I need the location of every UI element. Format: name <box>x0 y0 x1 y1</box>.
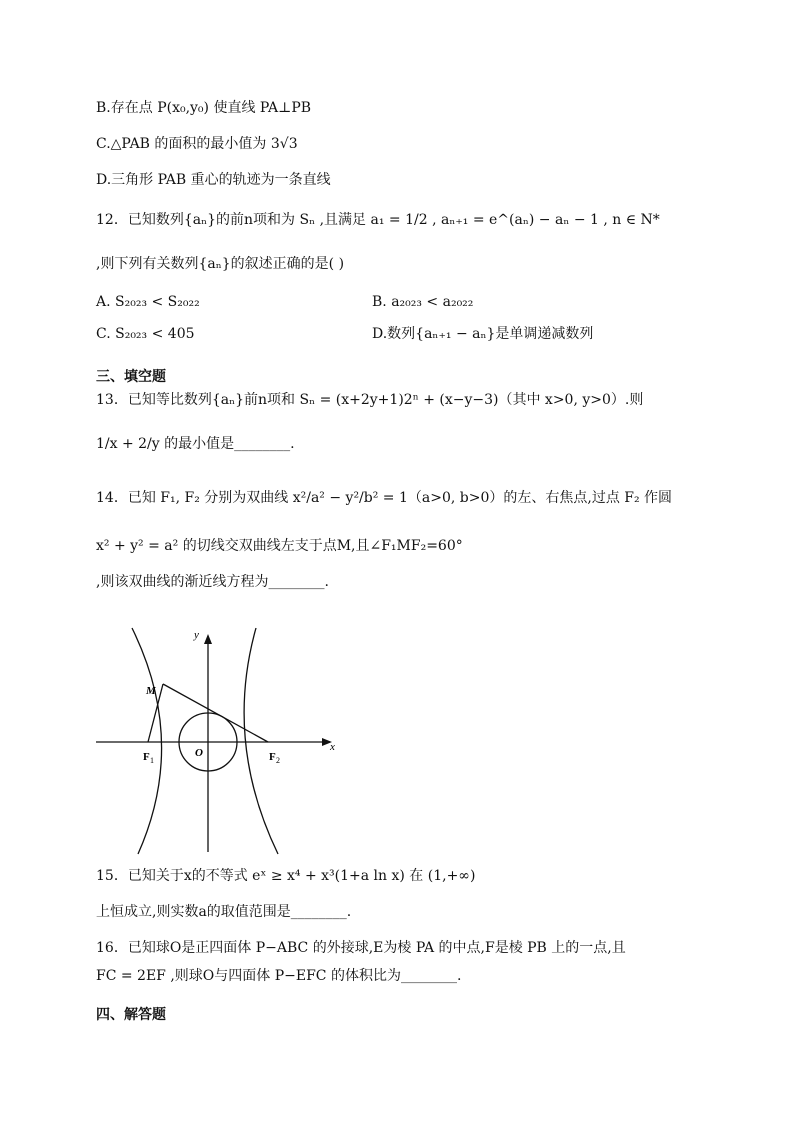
hyperbola-right-branch <box>244 628 278 854</box>
question-15-stem: 15．已知关于x的不等式 eˣ ≥ x⁴ + x³(1+a ln x) 在 (1,+∞) <box>96 868 476 884</box>
question-12-option-b: B. a₂₀₂₃ < a₂₀₂₂ <box>372 294 474 310</box>
label-x: x <box>330 741 335 753</box>
label-F1-sub: 1 <box>150 756 154 765</box>
question-12-stem: 12．已知数列{aₙ}的前n项和为 Sₙ ,且满足 a₁ = 1/2 , aₙ₊₁ = e^(aₙ) − aₙ − 1 , n ∈ N* <box>96 212 660 228</box>
label-F2: F <box>269 751 276 763</box>
question-14-condition: x² + y² = a² 的切线交双曲线左支于点M,且∠F₁MF₂=60° <box>96 538 463 554</box>
hyperbola-figure <box>92 622 352 858</box>
question-15-prompt: 上恒成立,则实数a的取值范围是________. <box>96 904 352 920</box>
question-14-prompt: ,则该双曲线的渐近线方程为________. <box>96 574 329 590</box>
question-16-stem: 16．已知球O是正四面体 P−ABC 的外接球,E为棱 PA 的中点,F是棱 PB 上的一点,且 <box>96 940 626 956</box>
segment-MF2 <box>163 684 268 742</box>
label-M: M <box>146 685 156 697</box>
label-F1: F <box>143 751 150 763</box>
label-y: y <box>194 629 199 641</box>
y-axis-arrow <box>204 634 212 644</box>
question-12-option-c: C. S₂₀₂₃ < 405 <box>96 326 195 342</box>
question-14-stem: 14．已知 F₁, F₂ 分别为双曲线 x²/a² − y²/b² = 1（a>0, b>0）的左、右焦点,过点 F₂ 作圆 <box>96 490 673 506</box>
section-answer-heading: 四、解答题 <box>96 1007 166 1023</box>
option-b-prev: B.存在点 P(x₀,y₀) 使直线 PA⊥PB <box>96 100 312 116</box>
question-13-stem: 13．已知等比数列{aₙ}前n项和 Sₙ = (x+2y+1)2ⁿ + (x−y−3)（其中 x>0, y>0）.则 <box>96 392 644 408</box>
label-O: O <box>195 747 203 759</box>
option-c-prev: C.△PAB 的面积的最小值为 3√3 <box>96 136 298 152</box>
question-13-prompt: 1/x + 2/y 的最小值是________. <box>96 436 295 452</box>
question-16-prompt: FC = 2EF ,则球O与四面体 P−EFC 的体积比为________. <box>96 968 462 984</box>
question-12-option-a: A. S₂₀₂₃ < S₂₀₂₂ <box>96 294 200 310</box>
hyperbola-left-branch <box>132 628 162 854</box>
question-12-prompt: ,则下列有关数列{aₙ}的叙述正确的是( ) <box>96 256 345 272</box>
question-12-option-d: D.数列{aₙ₊₁ − aₙ}是单调递减数列 <box>372 326 594 342</box>
section-fill-in-blank-heading: 三、填空题 <box>96 369 166 385</box>
option-d-prev: D.三角形 PAB 重心的轨迹为一条直线 <box>96 172 331 188</box>
label-F2-sub: 2 <box>276 756 280 765</box>
